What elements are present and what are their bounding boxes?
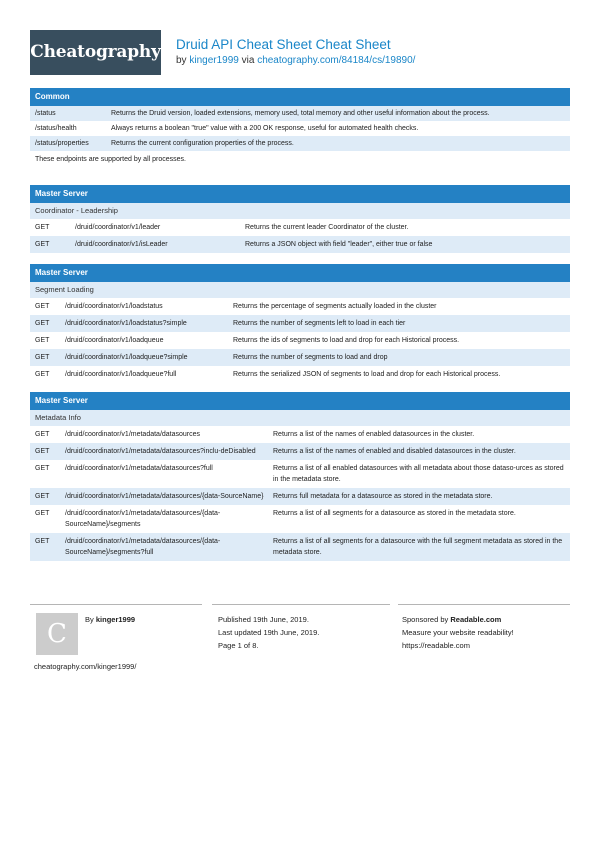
endpoint-path: /druid/coordinator/v1/metadata/datasources/{data-SourceName}/segments bbox=[65, 510, 221, 528]
endpoint-description: Returns the serialized JSON of segments to load and drop for each Historical process. bbox=[233, 371, 501, 378]
endpoint-path: /druid/coordinator/v1/metadata/datasources/{data-SourceName}/segments?full bbox=[65, 538, 221, 556]
via-label: via bbox=[241, 55, 255, 66]
sponsor-link[interactable]: https://readable.com bbox=[402, 641, 470, 650]
endpoint-path: /status/properties bbox=[35, 140, 89, 147]
endpoint-path: /druid/coordinator/v1/loadqueue?full bbox=[65, 371, 177, 378]
sheet-url-link[interactable]: cheatography.com/84184/cs/19890/ bbox=[257, 55, 416, 66]
by-label: By bbox=[85, 615, 94, 624]
endpoint-description: Returns the number of segments left to load in each tier bbox=[233, 320, 406, 327]
table-row bbox=[30, 236, 570, 253]
http-method: GET bbox=[35, 465, 50, 472]
endpoint-path: /druid/coordinator/v1/loadqueue?simple bbox=[65, 354, 188, 361]
http-method: GET bbox=[35, 320, 50, 327]
table-row bbox=[30, 219, 570, 236]
published-date: Published 19th June, 2019. bbox=[218, 615, 309, 624]
sponsor-line bbox=[402, 613, 501, 626]
footer-publish-block bbox=[212, 604, 390, 656]
table-row bbox=[30, 505, 570, 533]
table-row bbox=[30, 460, 570, 488]
endpoint-description: Returns a list of all segments for a datasource as stored in the metadata store. bbox=[273, 510, 516, 517]
endpoint-description: Returns the ids of segments to load and drop for each Historical process. bbox=[233, 337, 460, 344]
endpoint-description: Returns the Druid version, loaded extensions, memory used, total memory and other useful information about the process. bbox=[111, 110, 490, 117]
section-subtitle: Segment Loading bbox=[30, 282, 570, 298]
endpoint-path: /druid/coordinator/v1/metadata/datasources/{data-SourceName} bbox=[65, 493, 264, 500]
table-row bbox=[30, 332, 570, 349]
table-row bbox=[30, 533, 570, 561]
endpoint-description: Returns a list of all enabled datasources with all metadata about those dataso-urces as stored in the metadata store. bbox=[273, 465, 564, 483]
table-row bbox=[30, 488, 570, 505]
section-title: Common bbox=[30, 88, 570, 106]
page-title[interactable]: Druid API Cheat Sheet Cheat Sheet bbox=[176, 37, 391, 52]
http-method: GET bbox=[35, 510, 50, 517]
sponsored-label: Sponsored by bbox=[402, 615, 449, 624]
section-title: Master Server bbox=[30, 264, 570, 282]
byline bbox=[176, 55, 415, 66]
author-avatar[interactable]: C bbox=[36, 613, 78, 655]
footer-author-line bbox=[85, 613, 135, 626]
http-method: GET bbox=[35, 448, 50, 455]
endpoint-path: /druid/coordinator/v1/metadata/datasources?full bbox=[65, 465, 213, 472]
section-metadata-info bbox=[30, 392, 570, 561]
author-profile-link[interactable]: cheatography.com/kinger1999/ bbox=[34, 662, 137, 671]
endpoint-path: /druid/coordinator/v1/loadstatus?simple bbox=[65, 320, 187, 327]
table-row bbox=[30, 366, 570, 383]
section-leadership bbox=[30, 185, 570, 253]
table-row bbox=[30, 106, 570, 121]
http-method: GET bbox=[35, 303, 50, 310]
table-row bbox=[30, 298, 570, 315]
by-label: by bbox=[176, 55, 187, 66]
section-segment-loading bbox=[30, 264, 570, 383]
table-row bbox=[30, 136, 570, 151]
http-method: GET bbox=[35, 431, 50, 438]
endpoint-path: /druid/coordinator/v1/loadqueue bbox=[65, 337, 164, 344]
updated-date: Last updated 19th June, 2019. bbox=[218, 628, 320, 637]
endpoint-path: /druid/coordinator/v1/metadata/datasources bbox=[65, 431, 201, 438]
section-common bbox=[30, 88, 570, 168]
endpoint-description: Returns the current configuration properties of the process. bbox=[111, 140, 294, 147]
endpoint-description: Returns the number of segments to load and drop bbox=[233, 354, 388, 361]
endpoint-path: /status bbox=[35, 110, 56, 117]
section-note: These endpoints are supported by all processes. bbox=[35, 156, 186, 163]
http-method: GET bbox=[35, 241, 50, 248]
endpoint-description: Returns the current leader Coordinator of the cluster. bbox=[245, 224, 409, 231]
table-row bbox=[30, 426, 570, 443]
page-footer bbox=[30, 604, 570, 674]
section-title: Master Server bbox=[30, 185, 570, 203]
author-name[interactable]: kinger1999 bbox=[95, 615, 136, 624]
footer-author-block bbox=[30, 604, 202, 656]
table-row bbox=[30, 349, 570, 366]
http-method: GET bbox=[35, 493, 50, 500]
cheatography-logo[interactable]: Cheatography bbox=[30, 30, 161, 75]
table-row bbox=[30, 443, 570, 460]
endpoint-path: /druid/coordinator/v1/isLeader bbox=[75, 241, 168, 248]
page-header bbox=[30, 30, 570, 75]
sponsor-name[interactable]: Readable.com bbox=[450, 615, 502, 624]
endpoint-description: Always returns a boolean "true" value with a 200 OK response, useful for automated health checks. bbox=[111, 125, 419, 132]
endpoint-description: Returns a list of the names of enabled datasources in the cluster. bbox=[273, 431, 475, 438]
http-method: GET bbox=[35, 224, 50, 231]
endpoint-path: /druid/coordinator/v1/metadata/datasources?inclu-deDisabled bbox=[65, 448, 256, 455]
endpoint-path: /druid/coordinator/v1/loadstatus bbox=[65, 303, 163, 310]
table-row bbox=[30, 315, 570, 332]
section-subtitle: Coordinator - Leadership bbox=[30, 203, 570, 219]
footer-sponsor-block bbox=[398, 604, 570, 656]
endpoint-description: Returns a list of all segments for a datasource with the full segment metadata as stored in the metadata store. bbox=[273, 538, 563, 556]
http-method: GET bbox=[35, 337, 50, 344]
endpoint-description: Returns a JSON object with field "leader", either true or false bbox=[245, 241, 433, 248]
endpoint-description: Returns the percentage of segments actually loaded in the cluster bbox=[233, 303, 437, 310]
http-method: GET bbox=[35, 371, 50, 378]
sponsor-tagline: Measure your website readability! bbox=[402, 628, 514, 637]
endpoint-path: /druid/coordinator/v1/leader bbox=[75, 224, 161, 231]
endpoint-description: Returns a list of the names of enabled and disabled datasources in the cluster. bbox=[273, 448, 516, 455]
author-link[interactable]: kinger1999 bbox=[189, 55, 239, 66]
table-row bbox=[30, 121, 570, 136]
endpoint-description: Returns full metadata for a datasource as stored in the metadata store. bbox=[273, 493, 493, 500]
section-subtitle: Metadata Info bbox=[30, 410, 570, 426]
section-title: Master Server bbox=[30, 392, 570, 410]
http-method: GET bbox=[35, 354, 50, 361]
page-number: Page 1 of 8. bbox=[218, 641, 259, 650]
http-method: GET bbox=[35, 538, 50, 545]
endpoint-path: /status/health bbox=[35, 125, 77, 132]
